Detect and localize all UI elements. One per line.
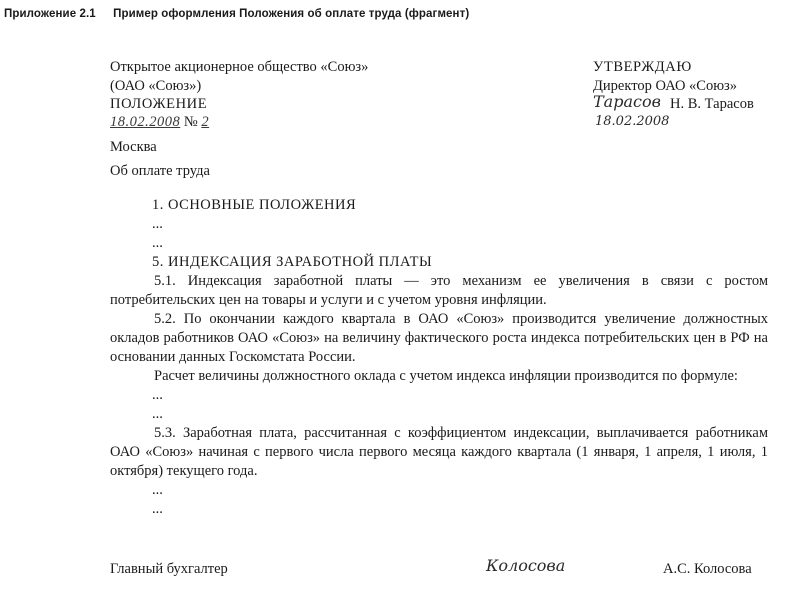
section-5-heading: 5. ИНДЕКСАЦИЯ ЗАРАБОТНОЙ ПЛАТЫ: [152, 254, 433, 270]
registration-line: [110, 113, 209, 131]
omission-marker: ...: [152, 501, 163, 517]
approver-signature: Тарасов: [593, 92, 661, 111]
section-1-heading: 1. ОСНОВНЫЕ ПОЛОЖЕНИЯ: [152, 197, 357, 213]
registration-date: 18.02.2008: [110, 114, 181, 130]
paragraph-5-1: 5.1. Индексация заработной платы — это механизм ее увеличения в связи с ростом потребительских цен на товары и услуги и с учетом уровня инфляции.: [110, 273, 768, 308]
paragraph-formula: Расчет величины должностного оклада с учетом индекса инфляции производится по формуле:: [154, 368, 738, 384]
omission-marker: ...: [152, 387, 163, 403]
signer-name: А.С. Колосова: [663, 561, 752, 577]
registration-number-label: №: [183, 114, 198, 130]
document-city: Москва: [110, 139, 157, 155]
registration-number: 2: [201, 114, 210, 130]
approver-position: Директор ОАО «Союз»: [593, 78, 738, 94]
document-body: [110, 196, 768, 519]
org-name-short: (ОАО «Союз»): [110, 78, 202, 94]
caption-title: Пример оформления Положения об оплате труда (фрагмент): [113, 8, 470, 20]
approval-date: 18.02.2008: [595, 114, 670, 129]
omission-marker: ...: [152, 216, 163, 232]
paragraph-5-2: 5.2. По окончании каждого квартала в ОАО «Союз» производится увеличение должностных окладов работников ОАО «Союз» на величину фактического роста индекса потребительских цен в РФ на основании данных Госкомстата России.: [110, 311, 768, 365]
org-name-full: Открытое акционерное общество «Союз»: [110, 59, 369, 75]
omission-marker: ...: [152, 406, 163, 422]
omission-marker: ...: [152, 235, 163, 251]
signer-position: Главный бухгалтер: [110, 561, 228, 577]
approver-name: Н. В. Тарасов: [670, 96, 754, 112]
document-subject: Об оплате труда: [110, 163, 210, 179]
approval-heading: УТВЕРЖДАЮ: [593, 59, 692, 75]
document-type: ПОЛОЖЕНИЕ: [110, 96, 208, 112]
caption-label: Приложение 2.1: [4, 8, 96, 20]
omission-marker: ...: [152, 482, 163, 498]
paragraph-5-3: 5.3. Заработная плата, рассчитанная с коэффициентом индексации, выплачивается работникам ОАО «Союз» начиная с первого числа первого месяца каждого квартала (1 января, 1 апреля, 1 июля, 1 октября) текущего года.: [110, 425, 768, 479]
signer-signature: Колосова: [486, 556, 566, 575]
